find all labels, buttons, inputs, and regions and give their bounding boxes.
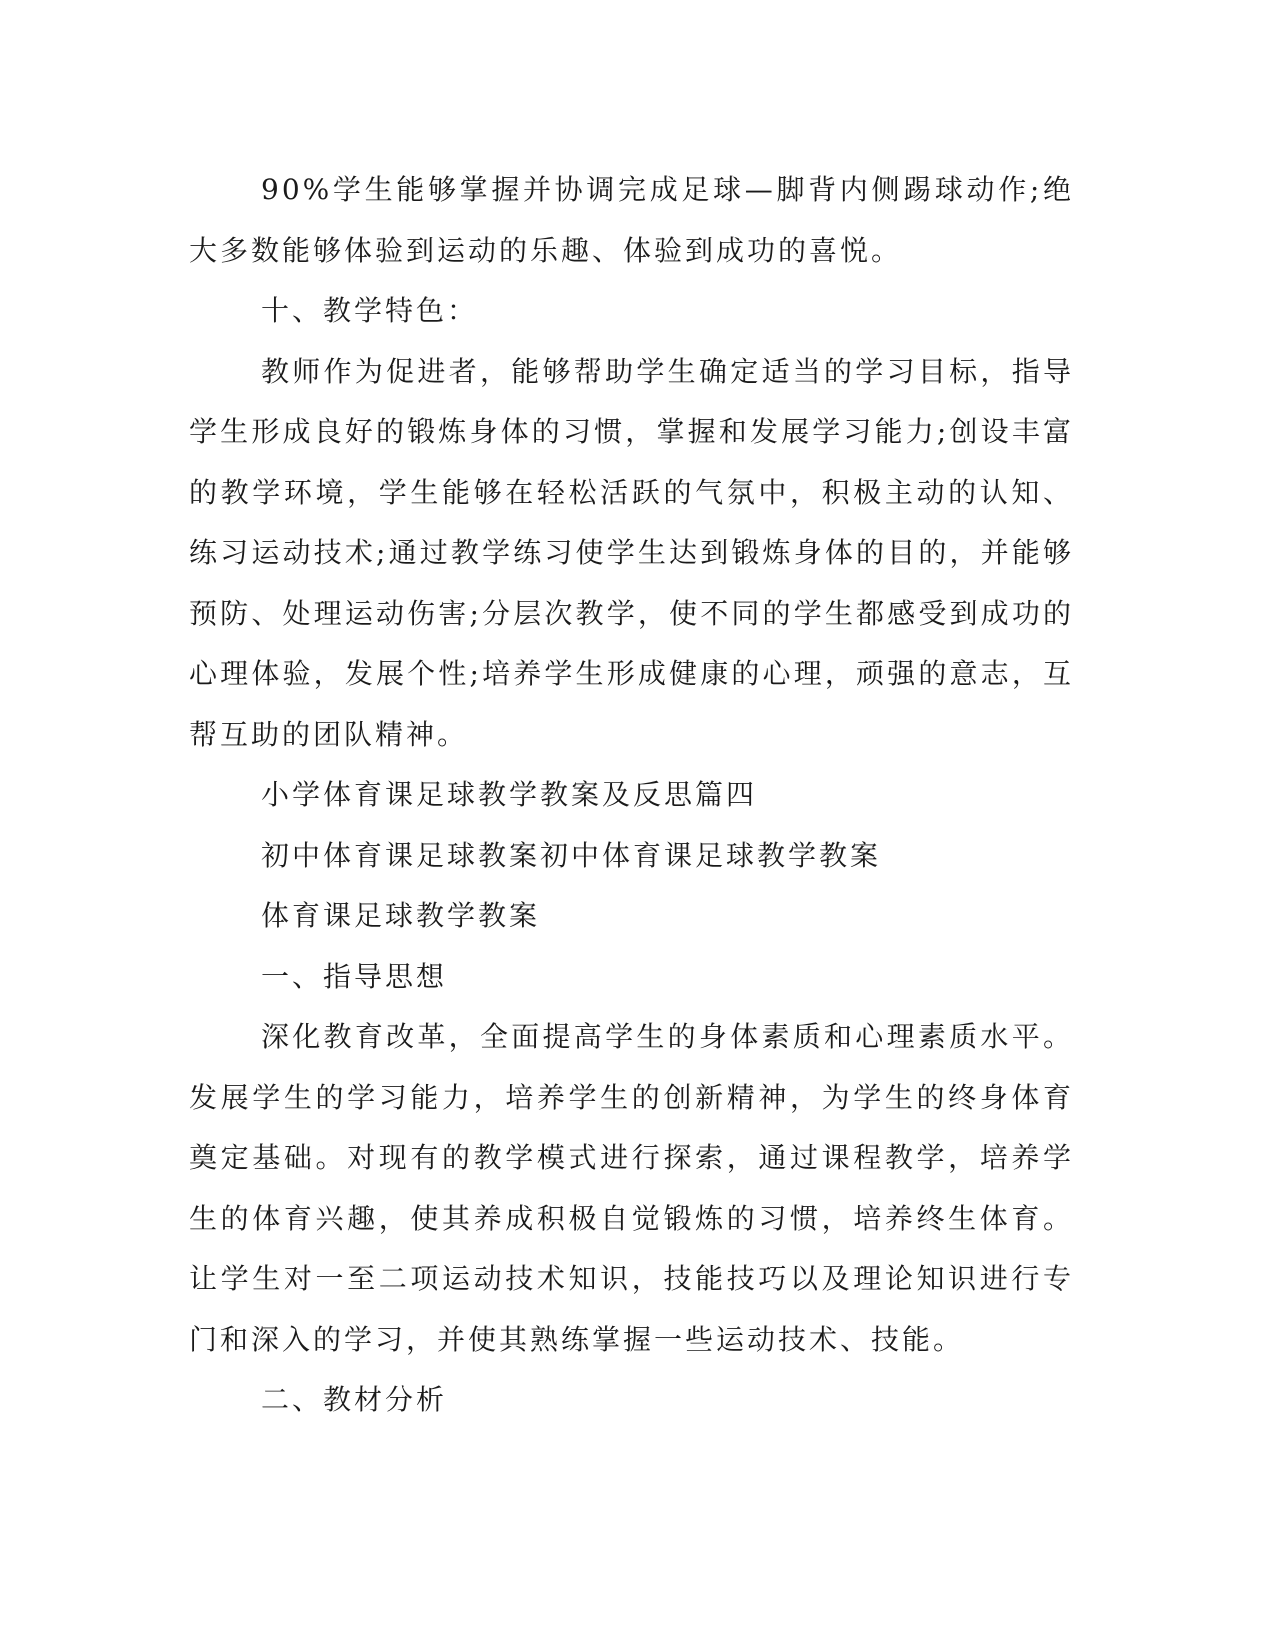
paragraph-teaching-features: 教师作为促进者，能够帮助学生确定适当的学习目标，指导学生形成良好的锻炼身体的习惯，掌握和发展学习能力;创设丰富的教学环境，学生能够在轻松活跃的气氛中，积极主动的认知、练习运动技术;通过教学练习使学生达到锻炼身体的目的，并能够预防、处理运动伤害;分层次教学，使不同的学生都感受到成功的心理体验，发展个性;培养学生形成健康的心理，顽强的意志，互帮互助的团队精神。	[189, 354, 1074, 751]
heading-pe-lesson-plan: 体育课足球教学教案	[261, 899, 541, 932]
heading-material-analysis: 二、教材分析	[261, 1383, 448, 1416]
heading-junior-lesson-plan: 初中体育课足球教案初中体育课足球教学教案	[261, 838, 882, 872]
heading-guiding-ideology: 一、指导思想	[261, 959, 448, 993]
paragraph-outcome: 90%学生能够掌握并协调完成足球—脚背内侧踢球动作;绝大多数能够体验到运动的乐趣、体验到成功的喜悦。	[189, 173, 1074, 267]
document-body	[189, 160, 1074, 1431]
heading-teaching-features: 十、教学特色：	[261, 294, 479, 327]
heading-lesson-plan-4: 小学体育课足球教学教案及反思篇四	[261, 778, 758, 811]
paragraph-guiding-ideology: 深化教育改革，全面提高学生的身体素质和心理素质水平。发展学生的学习能力，培养学生的创新精神，为学生的终身体育奠定基础。对现有的教学模式进行探索，通过课程教学，培养学生的体育兴趣，使其养成积极自觉锻炼的习惯，培养终生体育。让学生对一至二项运动技术知识，技能技巧以及理论知识进行专门和深入的学习，并使其熟练掌握一些运动技术、技能。	[189, 1020, 1074, 1356]
